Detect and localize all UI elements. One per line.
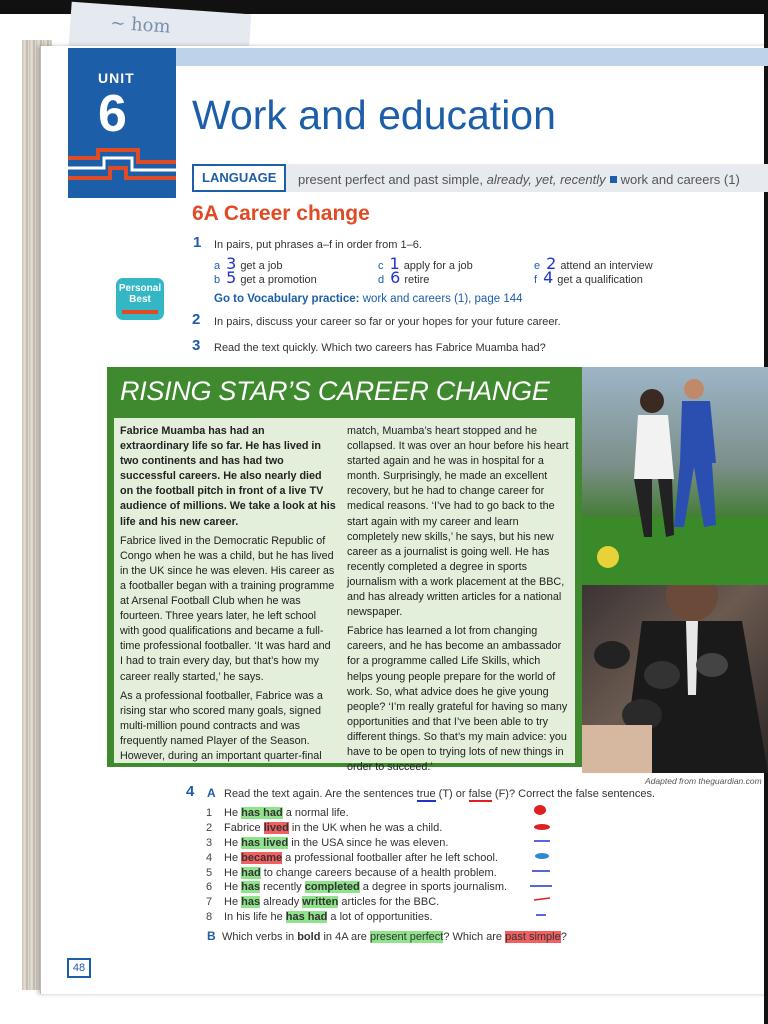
false-word: false	[468, 788, 492, 800]
sentence-text: He	[224, 867, 242, 879]
exercise-4a-instruction	[224, 788, 655, 800]
language-tag: LANGUAGE	[192, 164, 286, 192]
option-letter: f	[534, 274, 538, 286]
sentence-verb: completed	[304, 881, 360, 893]
instr-part: Which verbs in	[222, 931, 298, 943]
article-lead: Fabrice Muamba has had an extraordinary life so far. He has lived in two continents and has had two successful careers. He also nearly died on the football pitch in front of a live TV audience of millions. We take a look at his life and his new career.	[120, 425, 336, 528]
option-item	[214, 268, 317, 287]
article-column-left	[120, 424, 336, 768]
sentence-text: He	[224, 896, 242, 908]
svg-text:~ hom: ~ hom	[109, 12, 172, 38]
article-paragraph: match, Muamba’s heart stopped and he collapsed. It was over an hour before his heart started again and he was in hospital for a month. Surprisingly, he made an excellent recovery, but he had to change career for medical reasons. ‘I’ve had to go back to the start again with my career and learn completely new skills,’ he says, but his new career as a journalist is going well. He has recently completed a degree in sports journalism with a work placement at the BBC, and has already written articles for a national newspaper.	[347, 425, 569, 619]
sentence-item	[206, 822, 442, 834]
past-simple-word: past simple	[505, 931, 561, 943]
sentence-item	[206, 837, 448, 849]
exercise-instruction: Read the text quickly. Which two careers has Fabrice Muamba had?	[214, 342, 546, 354]
language-text-part1: present perfect and past simple,	[298, 172, 487, 187]
instr-part: in 4A are	[320, 931, 370, 943]
option-text: get a job	[240, 260, 283, 272]
sentence-number: 6	[206, 881, 213, 893]
sentence-verb: became	[241, 852, 283, 864]
press-photo	[582, 585, 768, 773]
instr-part: ?	[560, 931, 567, 943]
handwritten-answer: 2	[546, 254, 557, 273]
vocab-rest: work and careers (1), page 144	[359, 293, 523, 305]
article-source: Adapted from theguardian.com	[645, 776, 762, 786]
unit-box	[68, 48, 176, 198]
sentence-item	[206, 867, 497, 879]
language-description	[298, 172, 740, 187]
section-title: 6A Career change	[192, 202, 370, 225]
footballer-image-icon	[582, 367, 768, 585]
sentence-number: 7	[206, 896, 213, 908]
article-paragraph: Fabrice lived in the Democratic Republic of Congo when he was a child, but he has lived in the UK since he was eleven. His career as a footballer began with a training programme at Arsenal Football Club when he was fourteen. Three years later, he left school with good qualifications and became a full-time professional footballer. ‘It was hard and I had to train every day, but that’s how my career really started,’ he says.	[120, 534, 335, 683]
sentence-verb: lived	[263, 822, 289, 834]
option-letter: c	[378, 260, 384, 272]
handwritten-answer: 3	[226, 254, 237, 273]
sentence-text: He	[224, 852, 242, 864]
sentence-text: In his life he	[224, 911, 286, 923]
sentence-text: He	[224, 881, 242, 893]
handwritten-answer: 1	[389, 254, 400, 273]
article-paragraph: As a professional footballer, Fabrice was a rising star who scored many goals, signed multi-million pound contracts and was frequently named Player of the Season. However, during an important quarter-final	[120, 689, 323, 762]
present-perfect-word: present perfect	[369, 931, 444, 943]
football-photo	[582, 367, 768, 585]
part-label-a: A	[207, 786, 216, 800]
article-column-right	[347, 424, 569, 779]
badge-bar	[122, 310, 158, 314]
exercise-number: 3	[192, 337, 201, 354]
top-band	[176, 48, 768, 66]
option-text: apply for a job	[403, 260, 473, 272]
sentence-number: 5	[206, 867, 213, 879]
sentence-item	[206, 807, 349, 819]
instr-part: (T) or	[435, 788, 469, 800]
exercise-number: 4	[186, 783, 195, 800]
sentence-verb: has	[241, 881, 261, 893]
handwriting-scrap-icon	[109, 9, 231, 47]
sentence-verb: has had	[285, 911, 328, 923]
sentence-text: articles for the BBC.	[338, 896, 440, 908]
sentence-text: in the USA since he was eleven.	[288, 837, 449, 849]
instr-part: (F)? Correct the false sentences.	[491, 788, 656, 800]
handwritten-answer: 4	[543, 268, 554, 287]
exercise-instruction: In pairs, put phrases a–f in order from 1–6.	[214, 239, 422, 251]
sentence-item	[206, 881, 507, 893]
exercise-number: 1	[193, 234, 202, 251]
sentence-verb: written	[302, 896, 339, 908]
sentence-text: a normal life.	[282, 807, 349, 819]
sentence-text: in the UK when he was a child.	[288, 822, 443, 834]
instr-part: ? Which are	[443, 931, 506, 943]
unit-stripes-icon	[68, 148, 176, 188]
sentence-text: to change careers because of a health problem.	[260, 867, 497, 879]
square-bullet-icon	[610, 176, 617, 183]
sentence-verb: has lived	[241, 837, 289, 849]
vocab-bold: Go to Vocabulary practice:	[214, 293, 360, 305]
sentence-number: 4	[206, 852, 213, 864]
badge-line1: Personal	[118, 283, 162, 294]
sentence-number: 3	[206, 837, 213, 849]
exercise-4b-instruction	[222, 931, 567, 943]
language-text-part2: work and careers (1)	[620, 172, 740, 187]
article-paragraph: Fabrice has learned a lot from changing careers, and he has become an ambassador for a programme called Life Skills, which helps young people prepare for the world of work. So, what advice does he give young people? ‘I’m really grateful for having so many opportunities and that I’ve been able to try different things. So that’s my main advice: you have to be open to trying lots of new things in order to succeed.’	[347, 625, 568, 774]
sentence-text: a degree in sports journalism.	[359, 881, 508, 893]
option-letter: b	[214, 274, 221, 286]
option-text: attend an interview	[560, 260, 653, 272]
bold-word: bold	[297, 931, 321, 943]
option-item	[534, 268, 643, 287]
option-item	[378, 268, 429, 287]
sentence-text: He	[224, 807, 242, 819]
badge-line2: Best	[129, 294, 151, 305]
exercise-instruction: In pairs, discuss your career so far or your hopes for your future career.	[214, 316, 561, 328]
sentence-text: He	[224, 837, 242, 849]
sentence-item	[206, 852, 498, 864]
sentence-item	[206, 911, 433, 923]
option-letter: d	[378, 274, 385, 286]
option-text: get a promotion	[240, 274, 317, 286]
personal-best-badge	[116, 278, 164, 320]
vocabulary-practice-link[interactable]	[214, 293, 523, 305]
exercise-number: 2	[192, 311, 201, 328]
part-label-b: B	[207, 929, 216, 943]
sentence-text: recently	[260, 881, 305, 893]
sentence-number: 8	[206, 911, 213, 923]
sentence-verb: had	[241, 867, 261, 879]
option-text: retire	[404, 274, 430, 286]
handwritten-answer: 6	[390, 268, 401, 287]
sentence-text: Fabrice	[224, 822, 264, 834]
unit-number: 6	[98, 85, 127, 143]
option-letter: a	[214, 260, 221, 272]
option-letter: e	[534, 260, 541, 272]
sentence-text: a lot of opportunities.	[327, 911, 433, 923]
sentence-text: a professional footballer after he left school.	[282, 852, 498, 864]
handwritten-marks-icon	[526, 800, 560, 922]
page-number: 48	[67, 958, 91, 978]
sentence-verb: has had	[241, 807, 283, 819]
true-word: true	[416, 788, 436, 800]
article-title: RISING STAR’S CAREER CHANGE	[120, 376, 550, 406]
language-text-italic: already, yet, recently	[486, 172, 606, 187]
unit-label: UNIT	[98, 70, 135, 86]
sentence-text: already	[260, 896, 303, 908]
sentence-verb: has	[241, 896, 261, 908]
instr-part: Read the text again. Are the sentences	[224, 788, 417, 800]
sentence-number: 2	[206, 822, 213, 834]
option-text: get a qualification	[557, 274, 643, 286]
page-title: Work and education	[192, 92, 556, 138]
handwritten-answer: 5	[226, 268, 237, 287]
microphones-image-icon	[582, 585, 768, 773]
sentence-number: 1	[206, 807, 213, 819]
sentence-item	[206, 896, 439, 908]
